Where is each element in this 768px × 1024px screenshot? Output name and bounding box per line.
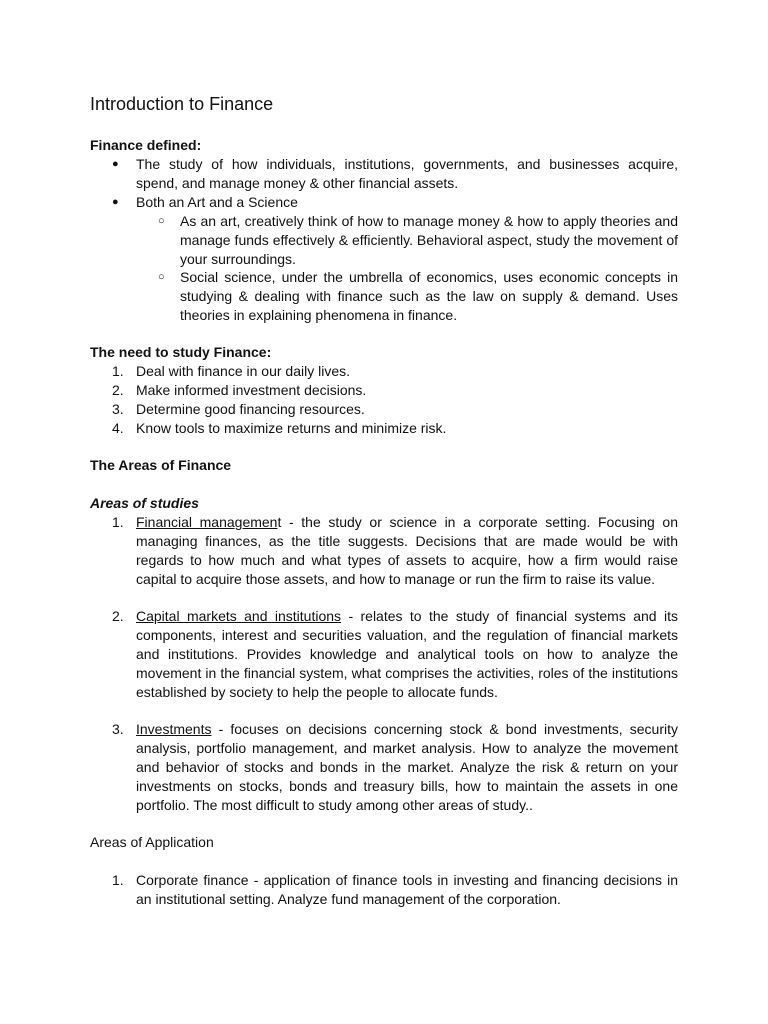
- list-item: [90, 381, 678, 400]
- areas-of-studies-heading: Areas of studies: [90, 495, 199, 511]
- list-item-text: Corporate finance - application of finance tools in investing and financing decisions in an institutional setting. Analyze fund management of the corporation.: [136, 872, 678, 907]
- list-number: 3.: [112, 400, 124, 417]
- list-item: [90, 362, 678, 381]
- circle-bullet-icon: ○: [158, 214, 165, 227]
- term-underlined: Investments: [136, 721, 212, 737]
- finance-defined-list: [90, 155, 678, 325]
- term-rest: t: [277, 514, 282, 530]
- list-item: [90, 155, 678, 193]
- sub-list-item: [90, 212, 678, 269]
- circle-bullet-icon: ○: [158, 271, 165, 284]
- list-item-text: The study of how individuals, institutions, governments, and businesses acquire, spend, and manage money & other financial assets.: [136, 156, 678, 191]
- list-item-text: Both an Art and a Science: [136, 193, 298, 210]
- need-to-study-list: [90, 362, 678, 438]
- list-number: 1.: [112, 514, 124, 530]
- areas-of-application-heading: Areas of Application: [90, 834, 214, 850]
- list-item: [90, 400, 678, 419]
- list-item: [90, 720, 678, 815]
- list-number: 2.: [112, 608, 124, 624]
- list-item: [90, 871, 678, 909]
- areas-of-application-list: [90, 871, 678, 909]
- areas-of-finance-heading: The Areas of Finance: [90, 457, 232, 473]
- list-item: [90, 607, 678, 702]
- list-item-text: Know tools to maximize returns and minimize risk.: [136, 419, 447, 436]
- areas-of-studies-list-1: [90, 513, 678, 589]
- bullet-icon: ●: [112, 195, 119, 208]
- list-item-text: - relates to the study of financial systems and its components, interest and securities valuation, and the regulation of financial markets and institutions. Provides knowledge and analytical tools on how to analyze the movement in the financial system, what comprises the activities, roles of the institutions established by society to help the people to allocate funds.: [136, 608, 678, 700]
- term-underlined: Capital markets and institutions: [136, 608, 342, 624]
- list-item: [90, 419, 678, 438]
- list-item-text: - focuses on decisions concerning stock & bond investments, security analysis, portfolio management, and market analysis. How to analyze the movement and behavior of stocks and bonds in the market. Analyze the risk & return on your investments on stocks, bonds and treasury bills, how to maintain the assets in one portfolio. The most difficult to study among other areas of study..: [136, 721, 678, 813]
- list-number: 1.: [112, 363, 124, 379]
- list-number: 4.: [112, 419, 124, 436]
- areas-of-studies-list-3: [90, 720, 678, 815]
- list-item: [90, 193, 678, 212]
- bullet-icon: ●: [112, 158, 119, 170]
- sub-list-item: [90, 268, 678, 325]
- list-number: 2.: [112, 381, 124, 398]
- term-underlined: Financial managemen: [136, 514, 278, 530]
- finance-defined-heading: Finance defined:: [90, 137, 202, 153]
- areas-of-studies-list-2: [90, 607, 678, 702]
- list-item-text: Social science, under the umbrella of economics, uses economic concepts in studying & dealing with finance such as the law on supply & demand. Uses theories in explaining phenomena in finance.: [180, 269, 678, 324]
- list-item-text: Deal with finance in our daily lives.: [136, 363, 350, 379]
- need-to-study-heading: The need to study Finance:: [90, 344, 272, 360]
- list-item: [90, 513, 678, 589]
- list-item-text: As an art, creatively think of how to manage money & how to apply theories and manage funds effectively & efficiently. Behavioral aspect, study the movement of your surroundings.: [180, 212, 678, 267]
- list-number: 3.: [112, 721, 124, 737]
- list-number: 1.: [112, 872, 124, 888]
- list-item-text: Determine good financing resources.: [136, 400, 365, 417]
- list-item-text: - the study or science in a corporate setting. Focusing on managing finances, as the title suggests. Decisions that are made would be with regards to how much and what types of assets to acquire, how a firm would raise capital to acquire those assets, and how to manage or run the firm to raise its value.: [136, 514, 678, 587]
- document-title: Introduction to Finance: [90, 94, 274, 114]
- list-item-text: Make informed investment decisions.: [136, 381, 367, 398]
